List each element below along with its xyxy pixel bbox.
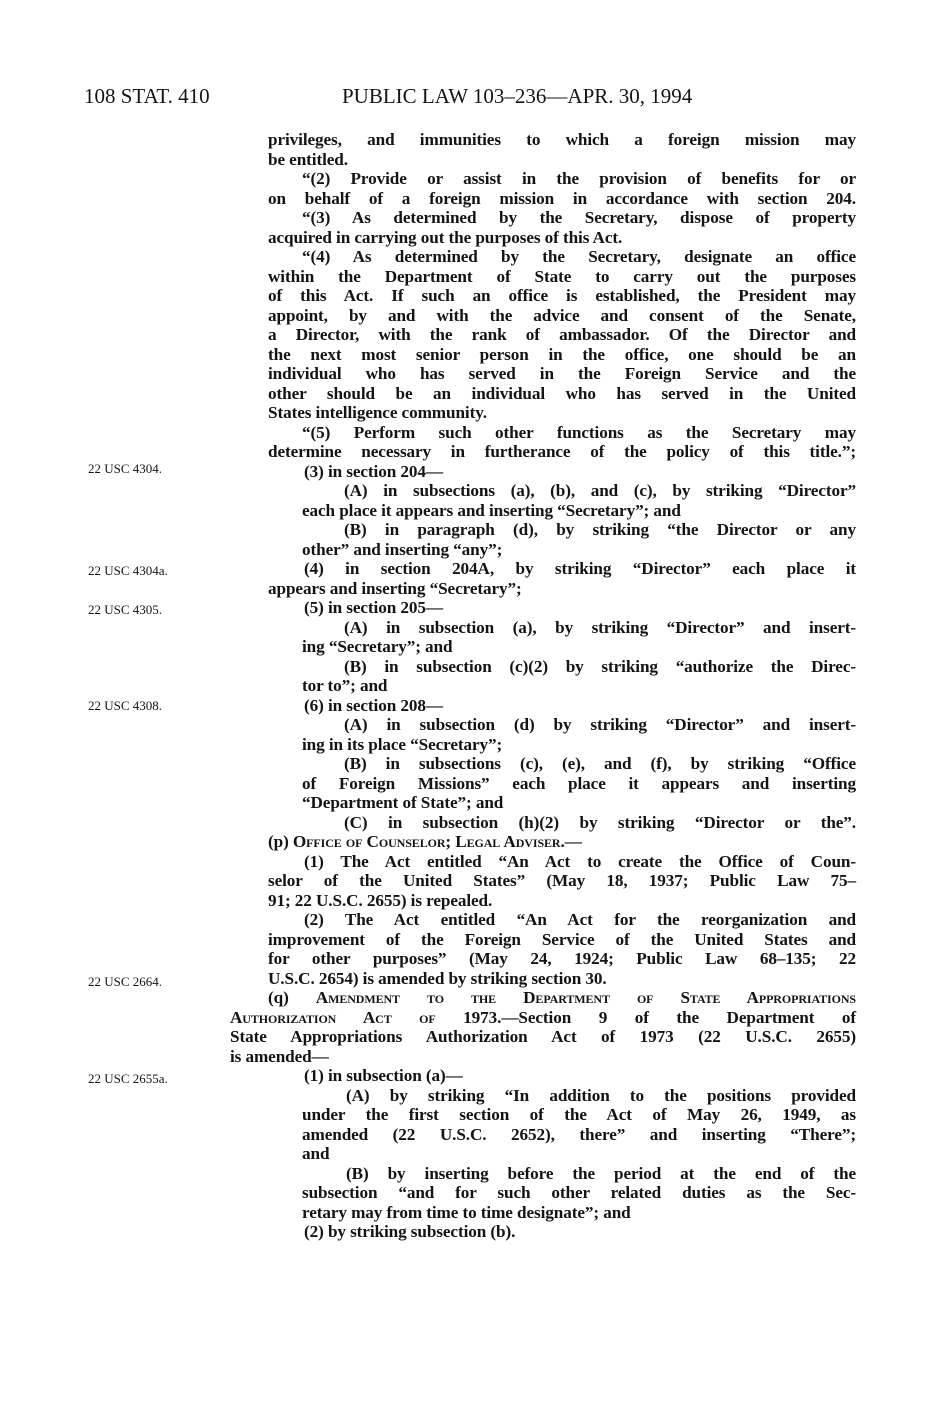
text-line: ing “Secretary”; and bbox=[302, 637, 453, 656]
text-line: be entitled. bbox=[268, 149, 348, 169]
text-line: (C) in subsection (h)(2) by striking “Director or the”. bbox=[344, 812, 856, 832]
margin-note-usc: 22 USC 4304. bbox=[88, 461, 163, 476]
margin-note-usc: 22 USC 2655a. bbox=[88, 1071, 168, 1086]
text-line: amended (22 U.S.C. 2652), there” and inserting “There”; bbox=[302, 1124, 856, 1144]
subsection-heading-cont: Authorization Act of 1973. bbox=[230, 1007, 502, 1027]
text-line: (B) in subsections (c), (e), and (f), by striking “Office bbox=[344, 754, 856, 773]
text-line: determine necessary in furtherance of the policy of this title.”; bbox=[268, 442, 856, 461]
text-line: (4) in section 204A, by striking “Director” each place it bbox=[304, 559, 856, 578]
text-line: selor of the United States” (May 18, 1937; Public Law 75– bbox=[268, 871, 856, 890]
subsection-label: (q) bbox=[268, 988, 316, 1007]
text-line: “Department of State”; and bbox=[302, 793, 504, 812]
statute-page-reference: 108 STAT. 410 bbox=[84, 84, 210, 108]
margin-notes bbox=[88, 0, 228, 1413]
text-line: for other purposes” (May 24, 1924; Public Law 68–135; 22 bbox=[268, 949, 856, 968]
text-line: (A) in subsections (a), (b), and (c), by striking “Director” bbox=[344, 481, 856, 500]
text-line: (A) by striking “In addition to the positions provided bbox=[346, 1085, 856, 1105]
text-line: of Foreign Missions” each place it appears and inserting bbox=[302, 773, 856, 793]
law-title: PUBLIC LAW 103–236—APR. 30, 1994 bbox=[342, 84, 693, 108]
text-line: is amended— bbox=[230, 1046, 329, 1066]
text-line: a Director, with the rank of ambassador. Of the Director and bbox=[268, 325, 856, 344]
text-line: (B) in paragraph (d), by striking “the Director or any bbox=[344, 520, 856, 539]
text-line: (2) by striking subsection (b). bbox=[304, 1222, 516, 1241]
text-line: on behalf of a foreign mission in accordance with section 204. bbox=[268, 188, 856, 208]
text-line: privileges, and immunities to which a foreign mission may bbox=[268, 130, 856, 149]
text-line: 91; 22 U.S.C. 2655) is repealed. bbox=[268, 890, 493, 910]
text-line: (2) The Act entitled “An Act for the reorganization and bbox=[304, 910, 856, 929]
text-line: “(4) As determined by the Secretary, designate an office bbox=[302, 247, 856, 266]
text-line: State Appropriations Authorization Act of 1973 (22 U.S.C. 2655) bbox=[230, 1027, 856, 1046]
text-span: —Section 9 of the Department of bbox=[501, 1007, 856, 1027]
subsection-label: (p) bbox=[268, 832, 293, 851]
margin-note-usc: 22 USC 2664. bbox=[88, 974, 163, 989]
text-line: (1) in subsection (a)— bbox=[304, 1066, 463, 1085]
text-line: States intelligence community. bbox=[268, 403, 487, 422]
text-line: (5) in section 205— bbox=[304, 598, 443, 617]
text-line: (1) The Act entitled “An Act to create the Office of Coun- bbox=[304, 851, 856, 871]
text-line: retary may from time to time designate”; and bbox=[302, 1202, 631, 1222]
text-line: the next most senior person in the office, one should be an bbox=[268, 344, 856, 364]
text-line: of this Act. If such an office is established, the President may bbox=[268, 286, 856, 305]
text-line: ing in its place “Secretary”; bbox=[302, 734, 503, 754]
text-line: each place it appears and inserting “Secretary”; and bbox=[302, 500, 681, 520]
text-line: (A) in subsection (a), by striking “Director” and insert- bbox=[344, 617, 856, 637]
text-line: other” and inserting “any”; bbox=[302, 539, 503, 559]
text-line: (3) in section 204— bbox=[304, 461, 443, 481]
statute-body-text bbox=[230, 130, 856, 1242]
text-line: “(5) Perform such other functions as the Secretary may bbox=[302, 422, 856, 442]
text-line: (B) in subsection (c)(2) by striking “authorize the Direc- bbox=[344, 656, 856, 676]
subsection-heading-line bbox=[268, 832, 856, 852]
text-line: appoint, by and with the advice and consent of the Senate, bbox=[268, 305, 856, 325]
text-line: acquired in carrying out the purposes of this Act. bbox=[268, 227, 623, 247]
text-line: individual who has served in the Foreign Service and the bbox=[268, 364, 856, 383]
subsection-heading-line bbox=[230, 1008, 856, 1028]
subsection-heading: Amendment to the Department of State Appropriations bbox=[315, 988, 856, 1007]
subsection-heading-line bbox=[268, 988, 856, 1008]
subsection-heading: Office of Counselor; Legal Adviser. bbox=[292, 832, 565, 851]
text-line: subsection “and for such other related duties as the Sec- bbox=[302, 1183, 856, 1202]
text-line: (6) in section 208— bbox=[304, 695, 443, 715]
text-line: U.S.C. 2654) is amended by striking section 30. bbox=[268, 968, 607, 988]
text-line: (A) in subsection (d) by striking “Director” and insert- bbox=[344, 715, 856, 734]
margin-note-usc: 22 USC 4308. bbox=[88, 698, 163, 713]
text-line: (B) by inserting before the period at the end of the bbox=[346, 1163, 856, 1183]
text-line: tor to”; and bbox=[302, 676, 388, 695]
margin-note-usc: 22 USC 4304a. bbox=[88, 563, 168, 578]
text-line: other should be an individual who has served in the United bbox=[268, 383, 856, 403]
margin-note-usc: 22 USC 4305. bbox=[88, 602, 163, 617]
text-line: “(2) Provide or assist in the provision of benefits for or bbox=[302, 169, 856, 188]
text-line: “(3) As determined by the Secretary, dispose of property bbox=[302, 208, 856, 227]
text-line: within the Department of State to carry out the purposes bbox=[268, 266, 856, 286]
heading-dash: — bbox=[564, 832, 582, 851]
text-line: improvement of the Foreign Service of the United States and bbox=[268, 929, 856, 949]
text-line: under the first section of the Act of May 26, 1949, as bbox=[302, 1105, 856, 1124]
text-line: and bbox=[302, 1144, 330, 1163]
text-line: appears and inserting “Secretary”; bbox=[268, 578, 522, 598]
